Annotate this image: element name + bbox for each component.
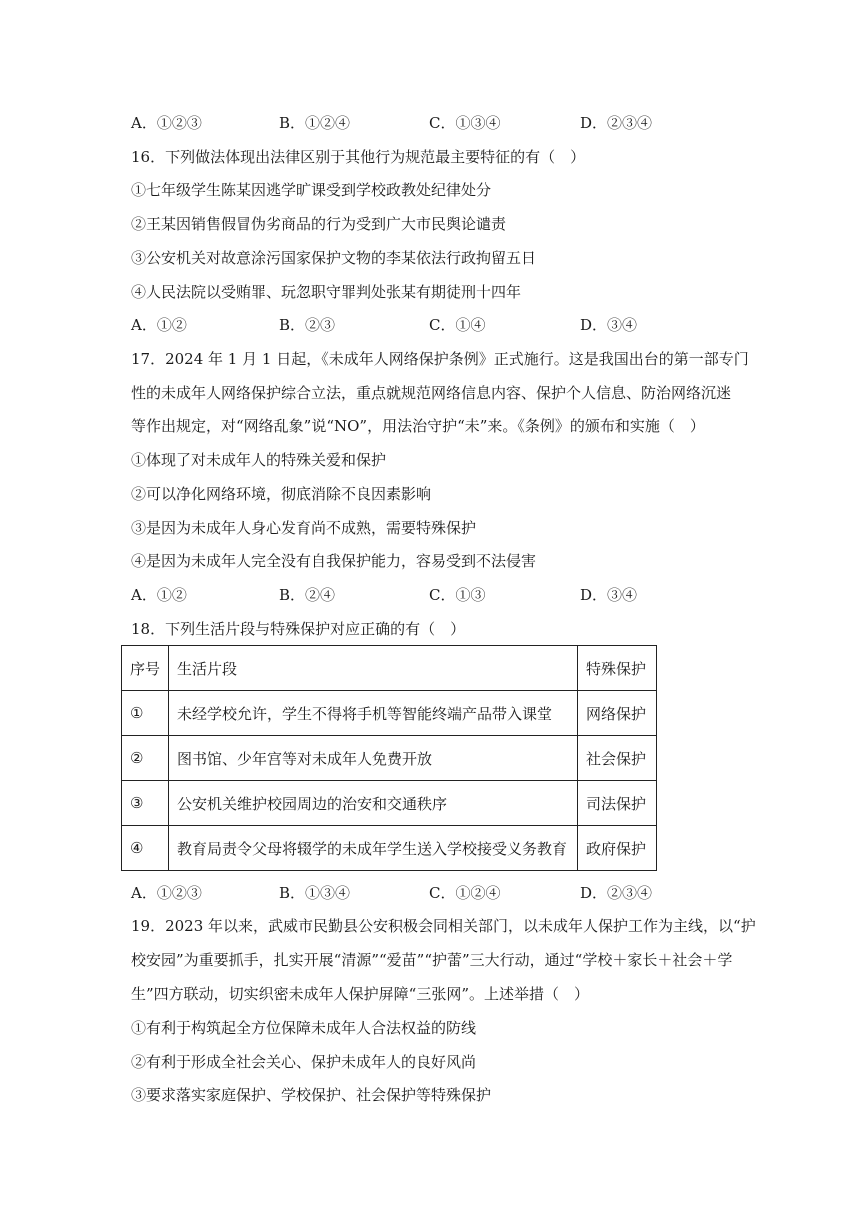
q18-option-b: B．①③④: [279, 884, 351, 902]
q15-options: [131, 113, 771, 133]
table-header-cell: 序号: [122, 646, 169, 691]
q15-option-b: B．①②④: [279, 114, 351, 132]
q19-statement-2: ②有利于形成全社会关心、保护未成年人的良好风尚: [131, 1053, 477, 1071]
q18-option-d: D．②③④: [580, 884, 653, 902]
table-cell-scenario: 公安机关维护校园周边的治安和交通秩序: [169, 781, 578, 826]
q19-stem-line-2: 校安园”为重要抓手，扎实开展“清源”“爱苗”“护蕾”三大行动，通过“学校＋家长＋社会＋学: [131, 951, 733, 969]
q15-option-d: D．②③④: [580, 114, 653, 132]
table-cell-scenario: 未经学校允许，学生不得将手机等智能终端产品带入课堂: [169, 691, 578, 736]
table-cell-scenario: 图书馆、少年宫等对未成年人免费开放: [169, 736, 578, 781]
q19-statement-3: ③要求落实家庭保护、学校保护、社会保护等特殊保护: [131, 1086, 492, 1104]
q18-option-a: A．①②③: [131, 884, 202, 902]
q17-option-d: D．③④: [580, 586, 638, 604]
q16-option-b: B．②③: [279, 316, 336, 334]
table-row: [122, 736, 657, 781]
q16-option-d: D．③④: [580, 316, 638, 334]
table-cell-number: ③: [122, 781, 169, 826]
q16-options: [131, 315, 771, 335]
q19-stem-line-1: 19．2023 年以来，武威市民勤县公安积极会同相关部门，以未成年人保护工作为主线，以“护: [131, 917, 756, 935]
q16-stem: 16．下列做法体现出法律区别于其他行为规范最主要特征的有（ ）: [131, 148, 586, 166]
q18-table: [121, 645, 657, 871]
q15-option-c: C．①③④: [429, 114, 501, 132]
q17-statement-1: ①体现了对未成年人的特殊关爱和保护: [131, 451, 387, 469]
q16-statement-2: ②王某因销售假冒伪劣商品的行为受到广大市民舆论谴责: [131, 215, 507, 233]
table-cell-number: ①: [122, 691, 169, 736]
table-cell-number: ②: [122, 736, 169, 781]
q17-stem-line-2: 性的未成年人网络保护综合立法，重点就规范网络信息内容、保护个人信息、防治网络沉迷: [131, 384, 732, 402]
q16-option-a: A．①②: [131, 316, 187, 334]
q17-option-a: A．①②: [131, 586, 187, 604]
q16-option-c: C．①④: [429, 316, 486, 334]
q18-options: [131, 883, 771, 903]
q16-statement-4: ④人民法院以受贿罪、玩忽职守罪判处张某有期徒刑十四年: [131, 283, 522, 301]
q16-statement-1: ①七年级学生陈某因逃学旷课受到学校政教处纪律处分: [131, 181, 492, 199]
q19-statement-1: ①有利于构筑起全方位保障未成年人合法权益的防线: [131, 1019, 477, 1037]
table-cell-protection: 政府保护: [578, 826, 657, 871]
q17-stem-line-1: 17．2024 年 1 月 1 日起，《未成年人网络保护条例》正式施行。这是我国出台的第一部专门: [131, 350, 749, 368]
table-row: [122, 691, 657, 736]
q17-statement-2: ②可以净化网络环境，彻底消除不良因素影响: [131, 485, 432, 503]
table-cell-protection: 司法保护: [578, 781, 657, 826]
q17-stem-line-3: 等作出规定，对“网络乱象”说“NO”，用法治守护“未”来。《条例》的颁布和实施（ ）: [131, 417, 705, 435]
q17-statement-4: ④是因为未成年人完全没有自我保护能力，容易受到不法侵害: [131, 552, 537, 570]
table-row: [122, 781, 657, 826]
table-header-cell: 生活片段: [169, 646, 578, 691]
q15-option-a: A．①②③: [131, 114, 202, 132]
q17-statement-3: ③是因为未成年人身心发育尚不成熟，需要特殊保护: [131, 519, 477, 537]
table-cell-protection: 网络保护: [578, 691, 657, 736]
table-cell-scenario: 教育局责令父母将辍学的未成年学生送入学校接受义务教育: [169, 826, 578, 871]
q18-option-c: C．①②④: [429, 884, 501, 902]
q16-statement-3: ③公安机关对故意涂污国家保护文物的李某依法行政拘留五日: [131, 249, 537, 267]
table-cell-protection: 社会保护: [578, 736, 657, 781]
q18-stem: 18．下列生活片段与特殊保护对应正确的有（ ）: [131, 620, 466, 638]
q19-stem-line-3: 生”四方联动，切实织密未成年人保护屏障“三张网”。上述举措（ ）: [131, 985, 590, 1003]
q17-options: [131, 585, 771, 605]
table-header-cell: 特殊保护: [578, 646, 657, 691]
table-header-row: [122, 646, 657, 691]
q17-option-c: C．①③: [429, 586, 486, 604]
q17-option-b: B．②④: [279, 586, 336, 604]
table-row: [122, 826, 657, 871]
table-cell-number: ④: [122, 826, 169, 871]
